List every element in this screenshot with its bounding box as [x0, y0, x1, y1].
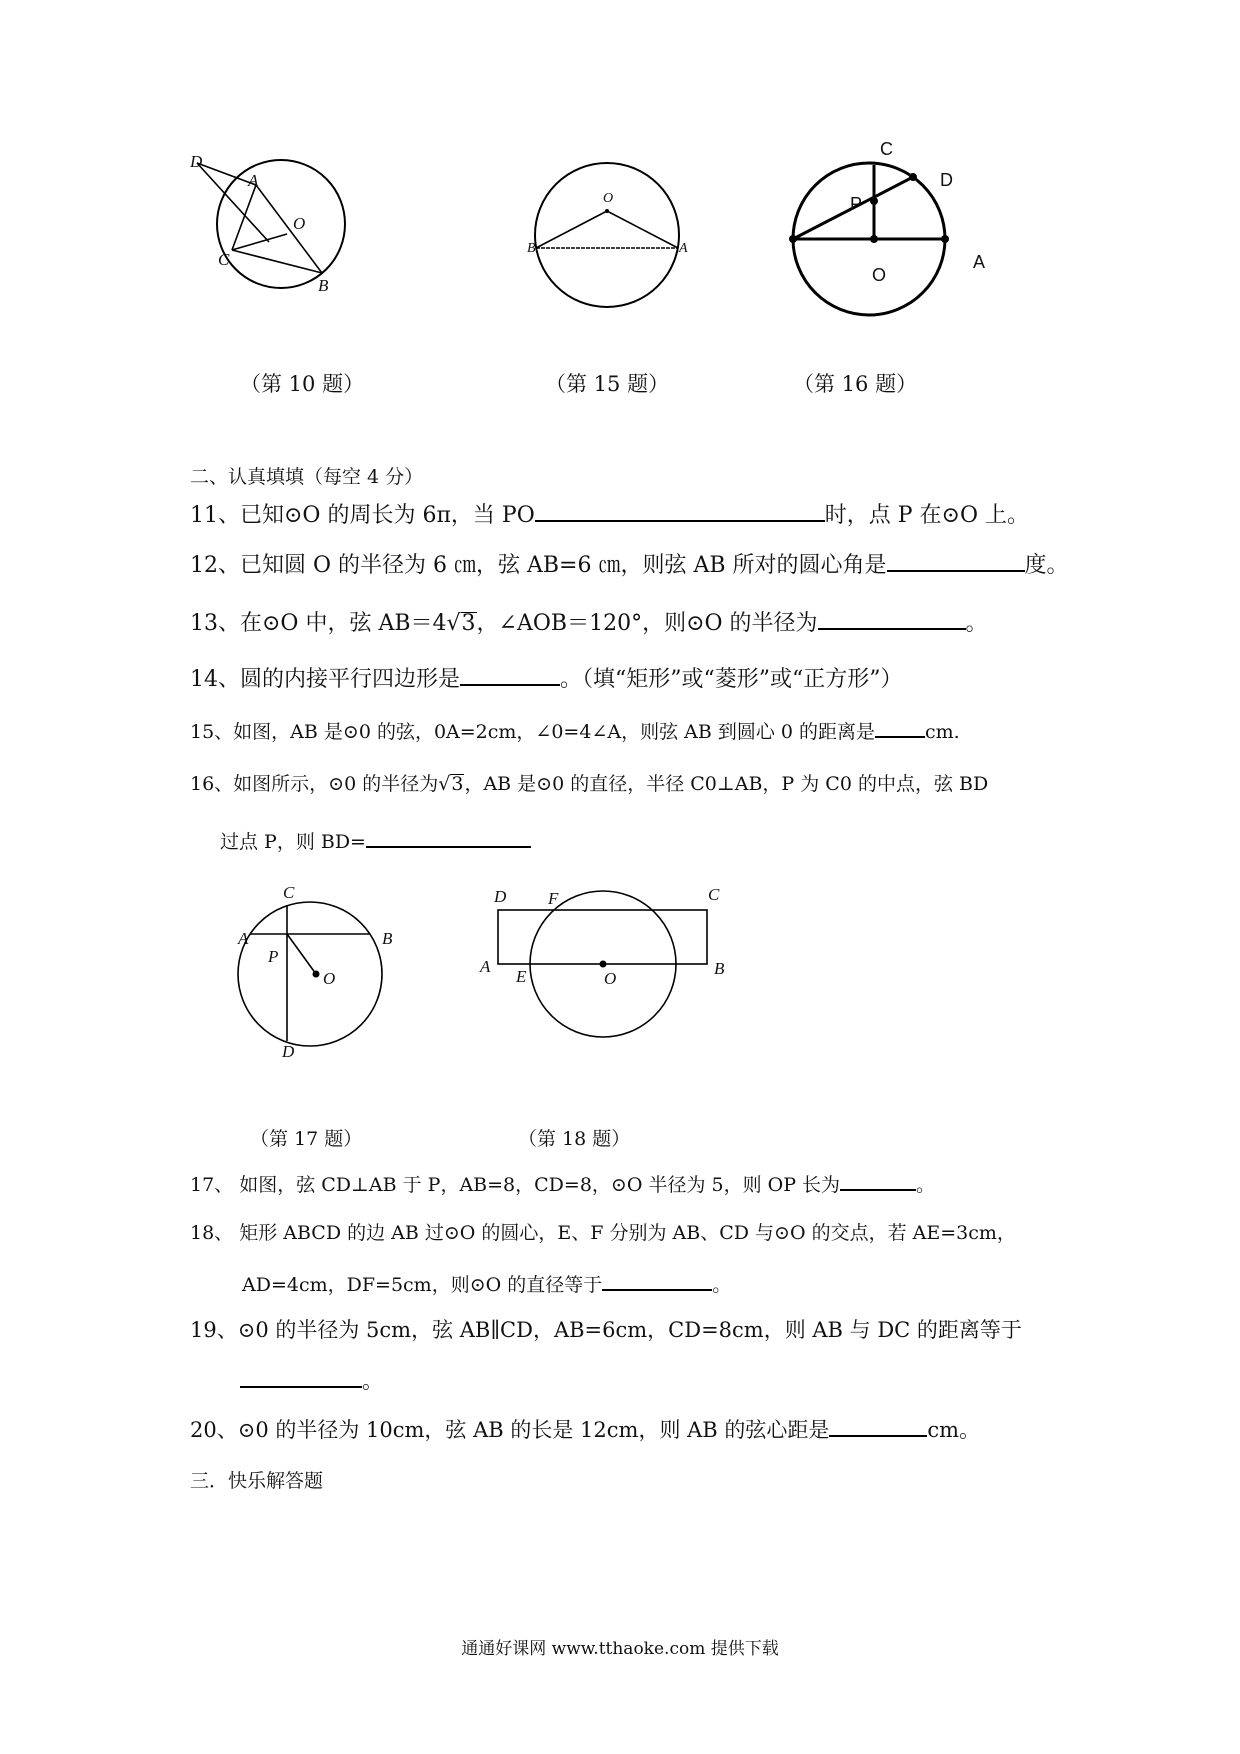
q20-answer-blank[interactable]	[829, 1415, 927, 1437]
q14-text: 14、圆的内接平行四边形是	[190, 667, 460, 692]
label-C: C	[880, 139, 893, 159]
q16-text-end: ，AB 是⊙0 的直径，半径 C0⊥AB，P 为 C0 的中点，弦 BD	[464, 773, 989, 795]
label-O: O	[604, 969, 617, 988]
question-16-line2	[220, 826, 531, 854]
label-O: O	[293, 214, 306, 233]
q16-radicand: 3	[451, 773, 464, 795]
label-O: O	[872, 265, 887, 285]
label-P: P	[850, 194, 863, 214]
q18-line1: 18、 矩形 ABCD 的边 AB 过⊙O 的圆心，E、F 分别为 AB、CD 与⊙O 的交点，若 AE=3cm，	[190, 1222, 1016, 1244]
question-17	[190, 1172, 935, 1197]
q20-text: 20、⊙0 的半径为 10cm，弦 AB 的长是 12cm，则 AB 的弦心距是	[190, 1418, 830, 1442]
figure-17-drawing	[230, 890, 410, 1065]
figure-17	[230, 883, 410, 1065]
figure-18	[470, 880, 740, 1040]
q13-text: 13、在⊙O 中，弦 AB＝4	[190, 611, 447, 636]
label-O: O	[323, 969, 336, 988]
caption-fig-18: （第 18 题）	[518, 1128, 631, 1150]
label-B: B	[527, 241, 536, 256]
q13-answer-blank[interactable]	[818, 608, 966, 630]
q18-text-end: 。	[712, 1274, 732, 1296]
q16-text: 16、如图所示，⊙0 的半径为	[190, 773, 439, 795]
figure-16	[780, 135, 1000, 320]
q18-answer-blank[interactable]	[602, 1272, 712, 1291]
q14-text-end: 。（填“矩形”或“菱形”或“正方形”）	[560, 667, 903, 692]
footer-download-note: 通通好课网 www.tthaoke.com 提供下载	[461, 1639, 779, 1659]
label-D: D	[940, 170, 953, 190]
q12-answer-blank[interactable]	[887, 550, 1025, 572]
q15-answer-blank[interactable]	[875, 716, 925, 738]
label-A: A	[973, 252, 986, 272]
label-P: P	[268, 947, 279, 966]
caption-fig-10: （第 10 题）	[240, 372, 365, 396]
q11-text-end: 时，点 P 在⊙O 上。	[824, 503, 1030, 528]
question-19-line2	[240, 1366, 383, 1394]
q12-text-end: 度。	[1024, 553, 1069, 578]
q16-answer-blank[interactable]	[366, 826, 531, 848]
label-A: A	[480, 957, 491, 976]
figure-10	[190, 152, 400, 305]
label-C: C	[708, 885, 720, 904]
q14-answer-blank[interactable]	[460, 664, 560, 686]
label-B: B	[714, 959, 725, 978]
q15-text-end: cm.	[925, 721, 960, 743]
figure-15-drawing	[520, 160, 700, 310]
q19-text-end: 。	[362, 1369, 383, 1393]
caption-fig-17: （第 17 题）	[250, 1128, 363, 1150]
question-12	[190, 550, 1069, 579]
label-A: A	[238, 929, 249, 948]
q13-radicand: 3	[461, 611, 476, 636]
question-15	[190, 716, 960, 744]
question-11	[190, 500, 1029, 529]
question-20	[190, 1415, 980, 1443]
caption-fig-15: （第 15 题）	[545, 372, 670, 396]
label-C: C	[218, 250, 230, 269]
q11-answer-blank[interactable]	[535, 500, 825, 522]
label-F: F	[548, 889, 559, 908]
label-E: E	[516, 967, 527, 986]
question-18	[190, 1222, 1016, 1245]
label-D: D	[190, 152, 203, 171]
label-O: O	[603, 191, 614, 206]
label-D: D	[494, 887, 507, 906]
q17-text-end: 。	[916, 1174, 936, 1196]
q16-line2-text: 过点 P，则 BD=	[220, 831, 366, 853]
label-C: C	[283, 883, 295, 902]
label-A: A	[248, 171, 259, 190]
q15-text: 15、如图，AB 是⊙0 的弦，0A=2cm，∠0=4∠A，则弦 AB 到圆心 0 的距离是	[190, 721, 876, 743]
q13-text-middle: ，∠AOB＝120°，则⊙O 的半径为	[476, 611, 818, 636]
label-B: B	[382, 929, 393, 948]
question-14	[190, 664, 902, 693]
q17-answer-blank[interactable]	[840, 1172, 916, 1191]
question-16: 16、如图所示，⊙0 的半径为√3，AB 是⊙0 的直径，半径 C0⊥AB，P 为 C0 的中点，弦 BD	[190, 773, 989, 795]
figure-16-drawing	[780, 135, 1000, 320]
label-A: A	[679, 241, 688, 256]
q19-answer-blank[interactable]	[240, 1366, 362, 1388]
q17-text: 17、 如图，弦 CD⊥AB 于 P，AB=8，CD=8，⊙O 半径为 5，则 OP 长为	[190, 1174, 841, 1196]
question-18-line2	[242, 1272, 731, 1297]
figure-15	[520, 160, 700, 310]
section-3-heading: 三．快乐解答题	[190, 1470, 324, 1492]
q18-line2: AD=4cm，DF=5cm，则⊙O 的直径等于	[242, 1274, 603, 1296]
caption-fig-16: （第 16 题）	[793, 372, 918, 396]
label-D: D	[282, 1042, 295, 1061]
question-19	[190, 1318, 1022, 1343]
q11-text: 11、已知⊙O 的周长为 6π，当 PO	[190, 503, 535, 528]
q19-line1: 19、⊙0 的半径为 5cm，弦 AB∥CD，AB=6cm，CD=8cm，则 AB 与 DC 的距离等于	[190, 1318, 1022, 1342]
label-B: B	[318, 276, 329, 295]
section-2-heading: 二、认真填填（每空 4 分）	[190, 466, 424, 488]
question-13: 13、在⊙O 中，弦 AB＝4√3，∠AOB＝120°，则⊙O 的半径为 。	[190, 608, 988, 637]
q13-text-end: 。	[965, 611, 988, 636]
q20-text-end: cm。	[927, 1418, 981, 1442]
q12-text: 12、已知圆 O 的半径为 6 ㎝，弦 AB=6 ㎝，则弦 AB 所对的圆心角是	[190, 553, 887, 578]
figure-18-drawing	[470, 880, 740, 1040]
